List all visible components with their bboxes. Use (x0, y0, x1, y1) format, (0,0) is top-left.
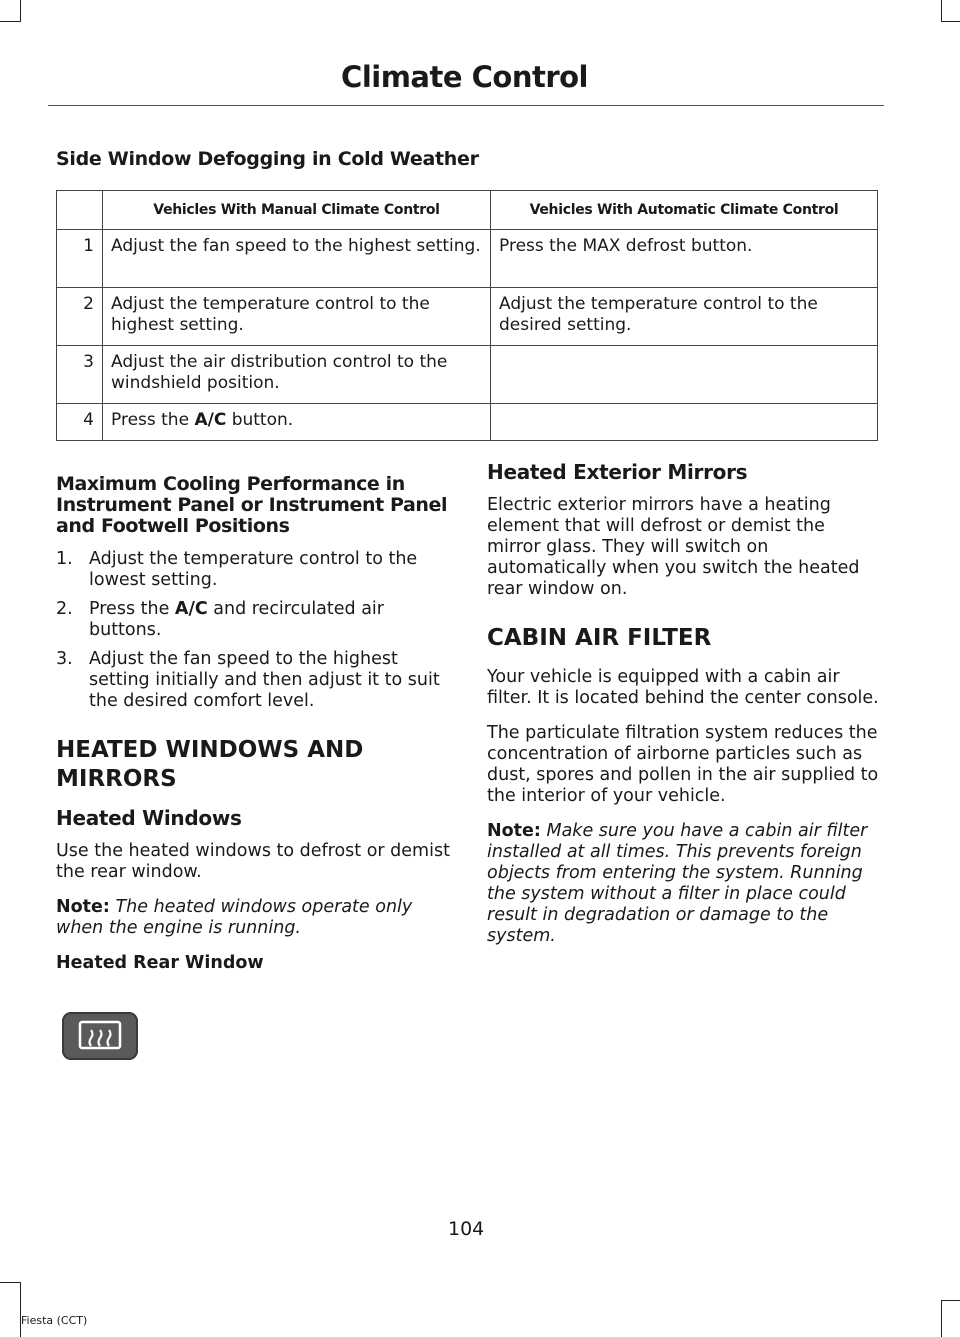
step-number: 3 (57, 346, 103, 404)
list-number: 2. (56, 599, 73, 619)
automatic-step: Adjust the temperature control to the desired setting. (491, 288, 878, 346)
table-row (57, 346, 878, 404)
crop-mark (20, 0, 21, 21)
list-text-pre: Press the (89, 599, 175, 619)
manual-step-pre: Press the (111, 410, 195, 430)
footer-model: Fiesta (CCT) (21, 1314, 88, 1327)
page-header-title: Climate Control (341, 60, 588, 94)
crop-mark (20, 1282, 21, 1337)
list-text: Adjust the temperature control to the lowest setting. (89, 549, 418, 590)
note-label: Note: (56, 897, 110, 917)
manual-step (103, 404, 491, 441)
page-number: 104 (448, 1218, 485, 1240)
heated-windows-note (56, 897, 456, 939)
step-number: 2 (57, 288, 103, 346)
note-label: Note: (487, 821, 541, 841)
cabin-air-filter-text-2: The particulate filtration system reduces the concentration of airborne particles such as dust, spores and pollen in the air supplied to the interior of your vehicle. (487, 723, 879, 806)
header-divider (48, 105, 884, 106)
automatic-step: Press the MAX defrost button. (491, 230, 878, 288)
heated-mirrors-text: Electric exterior mirrors have a heating element that will defrost or demist the mirror glass. They will switch on automatically when you switch the heated rear window on. (487, 495, 860, 599)
list-text: Adjust the fan speed to the highest setting initially and then adjust it to suit the desired comfort level. (89, 649, 440, 711)
list-item (56, 649, 456, 712)
ac-label: A/C (174, 599, 208, 619)
crop-mark (941, 1300, 960, 1301)
crop-mark (941, 21, 960, 22)
cooling-title: Maximum Cooling Performance in Instrument Panel or Instrument Panel and Footwell Positions (56, 473, 448, 537)
manual-step: Adjust the air distribution control to the windshield position. (103, 346, 491, 404)
crop-mark (941, 1300, 942, 1337)
cabin-air-filter-title: CABIN AIR FILTER (487, 625, 712, 651)
crop-mark (941, 0, 942, 21)
heated-mirrors-title: Heated Exterior Mirrors (487, 460, 748, 484)
defogging-table (56, 190, 878, 441)
note-text: The heated windows operate only when the engine is running. (56, 897, 413, 938)
table-header-row (57, 191, 878, 230)
list-item (56, 599, 456, 641)
right-column (487, 462, 882, 961)
manual-step-post: button. (226, 410, 294, 430)
list-text-post: and recirculated air buttons. (89, 599, 384, 640)
list-number: 3. (56, 649, 73, 669)
crop-mark (0, 21, 21, 22)
manual-step: Adjust the temperature control to the highest setting. (103, 288, 491, 346)
heated-windows-title: Heated Windows (56, 806, 242, 830)
automatic-step (491, 404, 878, 441)
table-row (57, 404, 878, 441)
heated-windows-text: Use the heated windows to defrost or demist the rear window. (56, 841, 450, 882)
list-number: 1. (56, 549, 73, 569)
table-row (57, 288, 878, 346)
cabin-air-filter-text-1: Your vehicle is equipped with a cabin air filter. It is located behind the center console. (487, 667, 879, 708)
heated-windows-mirrors-title: HEATED WINDOWS AND MIRRORS (56, 737, 364, 792)
list-item (56, 549, 456, 591)
rear-window-defrost-icon (62, 1012, 138, 1060)
table-header-automatic: Vehicles With Automatic Climate Control (491, 191, 878, 230)
step-number: 4 (57, 404, 103, 441)
step-number: 1 (57, 230, 103, 288)
table-header-manual: Vehicles With Manual Climate Control (103, 191, 491, 230)
section-title: Side Window Defogging in Cold Weather (56, 148, 479, 170)
cabin-air-filter-note (487, 821, 882, 947)
heated-rear-window-title: Heated Rear Window (56, 953, 264, 973)
manual-step: Adjust the fan speed to the highest setting. (103, 230, 491, 288)
left-column (56, 474, 456, 988)
ac-label: A/C (194, 410, 227, 430)
cooling-steps (56, 549, 456, 712)
table-header-num (57, 191, 103, 230)
rear-window-defrost-icon-graphic (64, 1014, 136, 1058)
automatic-step (491, 346, 878, 404)
crop-mark (0, 1282, 21, 1283)
table-row (57, 230, 878, 288)
note-text: Make sure you have a cabin air filter installed at all times. This prevents foreign objects from entering the system. Running the system without a filter in place could result in degradation or damage to the system. (487, 821, 868, 946)
